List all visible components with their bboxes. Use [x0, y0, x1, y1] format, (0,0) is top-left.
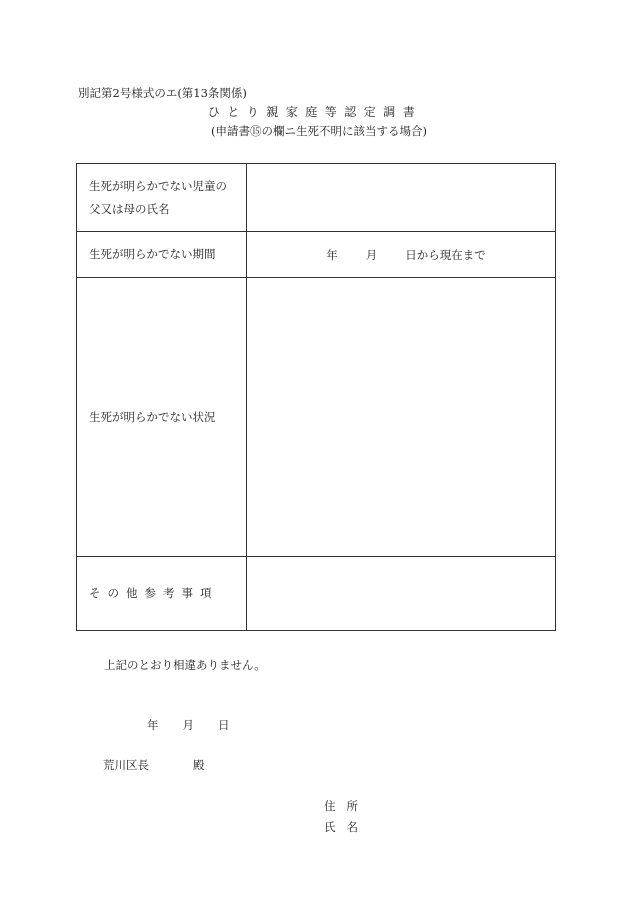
- document-subtitle: (申請書⑮の欄ニ生死不明に該当する場合): [211, 124, 427, 138]
- parent-name-field[interactable]: [247, 164, 556, 232]
- document-title: ひとり親家庭等認定調書: [207, 105, 423, 119]
- addressee-honorific: 殿: [193, 758, 205, 772]
- certification-table: [76, 163, 556, 631]
- address-label: 住所: [324, 799, 369, 813]
- date-month: 月: [182, 718, 194, 732]
- date-day: 日: [218, 718, 230, 732]
- addressee-office: 荒川区長: [103, 758, 149, 772]
- table-row-notes: [77, 557, 556, 631]
- table-row-period: [77, 232, 556, 278]
- name-label: 氏名: [324, 820, 369, 834]
- table-row-circumstances: [77, 278, 556, 557]
- table-row-parent-name: [77, 164, 556, 232]
- period-day-suffix: 日から現在まで: [405, 247, 486, 262]
- row-label-notes: その他参考事項: [77, 557, 247, 631]
- period-field[interactable]: [247, 232, 556, 278]
- notes-field[interactable]: [247, 557, 556, 631]
- period-year: 年: [326, 247, 338, 262]
- row-label-circumstances: 生死が明らかでない状況: [77, 278, 247, 557]
- date-year: 年: [147, 718, 159, 732]
- confirmation-text: 上記のとおり相違ありません。: [104, 658, 266, 672]
- date-line: [147, 717, 230, 733]
- circumstances-field[interactable]: [247, 278, 556, 557]
- form-reference: 別記第2号様式のエ(第13条関係): [78, 86, 247, 100]
- period-text: [247, 247, 555, 263]
- addressee: [103, 757, 205, 773]
- period-month: 月: [365, 247, 378, 262]
- row-label-period: 生死が明らかでない期間: [77, 232, 247, 278]
- row-label-parent-name: 生死が明らかでない児童の父又は母の氏名: [77, 164, 247, 232]
